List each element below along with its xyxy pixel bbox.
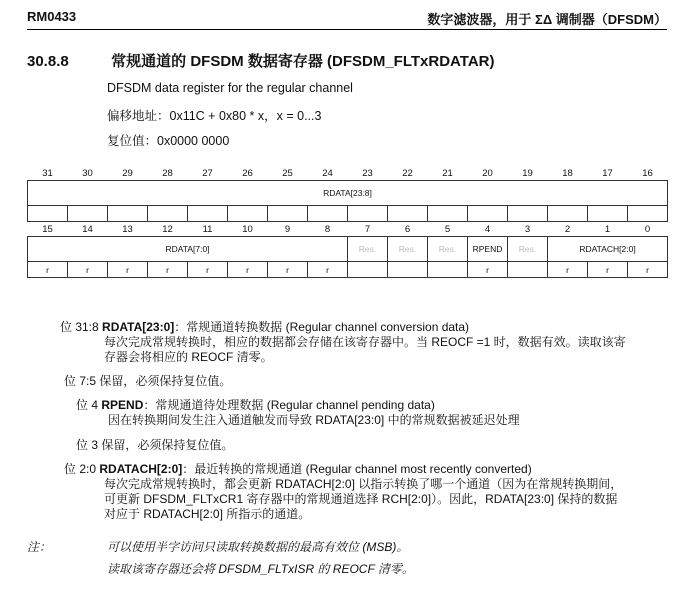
field-text: 保留，必须保持复位值。 [99,374,232,388]
field-description-reserved-3 [76,436,233,453]
bit-label: 位 7:5 [64,374,97,388]
header-rule [27,29,667,30]
chapter-title: 数字滤波器，用于 ΣΔ 调制器（DFSDM） [427,12,667,27]
field-desc-line: 每次完成常规转换时，都会更新 RDATACH[2:0] 以指示转换了哪一个通道（因为在常规转换期间， [104,477,623,491]
access-cell [508,206,548,222]
bottom-bit-numbers-row [28,222,668,237]
field-text: 保留，必须保持复位值。 [101,438,234,452]
access-cell [588,206,628,222]
bit-number: 22 [402,167,413,179]
bit-number: 21 [442,167,453,179]
bit-number: 12 [162,223,173,235]
access-cell [628,206,668,222]
register-subtitle: DFSDM data register for the regular channel [107,81,353,95]
bit-label: 位 4 [76,398,99,412]
access-cell: r [108,262,148,278]
doc-id: RM0433 [27,9,77,24]
bit-number: 2 [564,223,571,235]
field-desc-line: 每次完成常规转换时，相应的数据都会存储在该寄存器中。当 REOCF =1 时，数据有效。读取该寄 [104,335,626,349]
bit-number: 30 [82,167,93,179]
access-cell: r [268,262,308,278]
bit-number: 14 [82,223,93,235]
bit-number: 18 [562,167,573,179]
bit-label: 位 3 [76,438,99,452]
access-cell [28,206,68,222]
page-header [27,9,667,31]
bit-number: 4 [484,223,491,235]
bit-number: 27 [202,167,213,179]
top-field-row [28,181,668,206]
field-rpend: RPEND [468,237,508,262]
bit-number: 8 [324,223,331,235]
reset-value: 复位值：0x0000 0000 [107,134,230,148]
bit-number: 7 [364,223,371,235]
access-cell: r [188,262,228,278]
access-cell [548,206,588,222]
bit-number: 17 [602,167,613,179]
bit-number: 26 [242,167,253,179]
field-description-rpend [76,396,520,428]
field-reserved: Res. [348,237,388,262]
bit-number: 13 [122,223,133,235]
field-desc-line: 存器会将相应的 REOCF 清零。 [104,350,273,364]
field-desc-line: 因在转换期间发生注入通道触发而导致 RDATA[23:0] 中的常规数据被延迟处理 [108,413,520,427]
access-cell [428,262,468,278]
access-cell: r [28,262,68,278]
bit-number: 5 [444,223,451,235]
register-map [27,166,668,278]
access-cell: r [548,262,588,278]
access-cell [348,262,388,278]
field-desc-line: 对应于 RDATACH[2:0] 所指示的通道。 [104,507,311,521]
access-cell [388,262,428,278]
field-title: ：最近转换的常规通道 (Regular channel most recently converted) [182,462,532,476]
field-title: ：常规通道待处理数据 (Regular channel pending data) [143,398,435,412]
bit-label: 位 31:8 [60,320,99,334]
field-reserved: Res. [388,237,428,262]
access-cell [468,206,508,222]
note-line: 可以使用半字访问只读取转换数据的最高有效位 (MSB)。 [107,540,409,554]
bit-number: 31 [42,167,53,179]
bit-number: 29 [122,167,133,179]
access-cell [428,206,468,222]
field-desc-line: 可更新 DFSDM_FLTxCR1 寄存器中的常规通道选择 RCH[2:0]）。因此，RDATA[23:0] 保持的数据 [104,492,618,506]
access-cell [108,206,148,222]
bit-number: 19 [522,167,533,179]
bit-number: 20 [482,167,493,179]
section-heading [27,50,494,71]
field-reserved: Res. [428,237,468,262]
field-description-rdatach [64,460,622,522]
bit-number: 3 [524,223,531,235]
section-title: 常规通道的 DFSDM 数据寄存器 (DFSDM_FLTxRDATAR) [111,53,495,70]
top-access-row [28,206,668,222]
bit-number: 10 [242,223,253,235]
access-cell [268,206,308,222]
field-rdata-7-0: RDATA[7:0] [28,237,348,262]
bit-number: 11 [202,223,213,235]
access-cell [188,206,228,222]
field-title: ：常规通道转换数据 (Regular channel conversion data) [174,320,470,334]
access-cell: r [68,262,108,278]
field-description-reserved-7-5 [64,372,231,389]
field-name: RDATA[23:0] [102,320,175,334]
bit-number: 28 [162,167,173,179]
field-name: RPEND [101,398,144,412]
bit-label: 位 2:0 [64,462,97,476]
bit-number: 23 [362,167,373,179]
field-reserved: Res. [508,237,548,262]
access-cell [508,262,548,278]
field-rdatach: RDATACH[2:0] [548,237,668,262]
field-description-rdata [60,318,626,365]
access-cell [388,206,428,222]
access-cell [308,206,348,222]
access-cell: r [228,262,268,278]
bit-number: 15 [42,223,53,235]
bit-number: 24 [322,167,333,179]
bit-number: 0 [644,223,651,235]
access-cell [148,206,188,222]
access-cell: r [468,262,508,278]
access-cell: r [588,262,628,278]
access-cell: r [148,262,188,278]
field-rdata-23-8: RDATA[23:8] [28,181,668,206]
bit-number: 6 [404,223,411,235]
bottom-access-row [28,262,668,278]
access-cell: r [628,262,668,278]
section-number: 30.8.8 [27,53,69,70]
bit-number: 1 [604,223,611,235]
access-cell [68,206,108,222]
bit-number: 25 [282,167,293,179]
field-name: RDATACH[2:0] [99,462,183,476]
top-bit-numbers-row [28,166,668,181]
bit-number: 9 [284,223,291,235]
note-line: 读取该寄存器还会将 DFSDM_FLTxISR 的 REOCF 清零。 [107,562,414,576]
note-label: 注： [27,540,52,554]
bottom-field-row [28,237,668,262]
access-cell [348,206,388,222]
bit-number: 16 [642,167,653,179]
access-cell [228,206,268,222]
offset-address: 偏移地址：0x11C + 0x80 * x，x = 0...3 [107,109,322,123]
access-cell: r [308,262,348,278]
